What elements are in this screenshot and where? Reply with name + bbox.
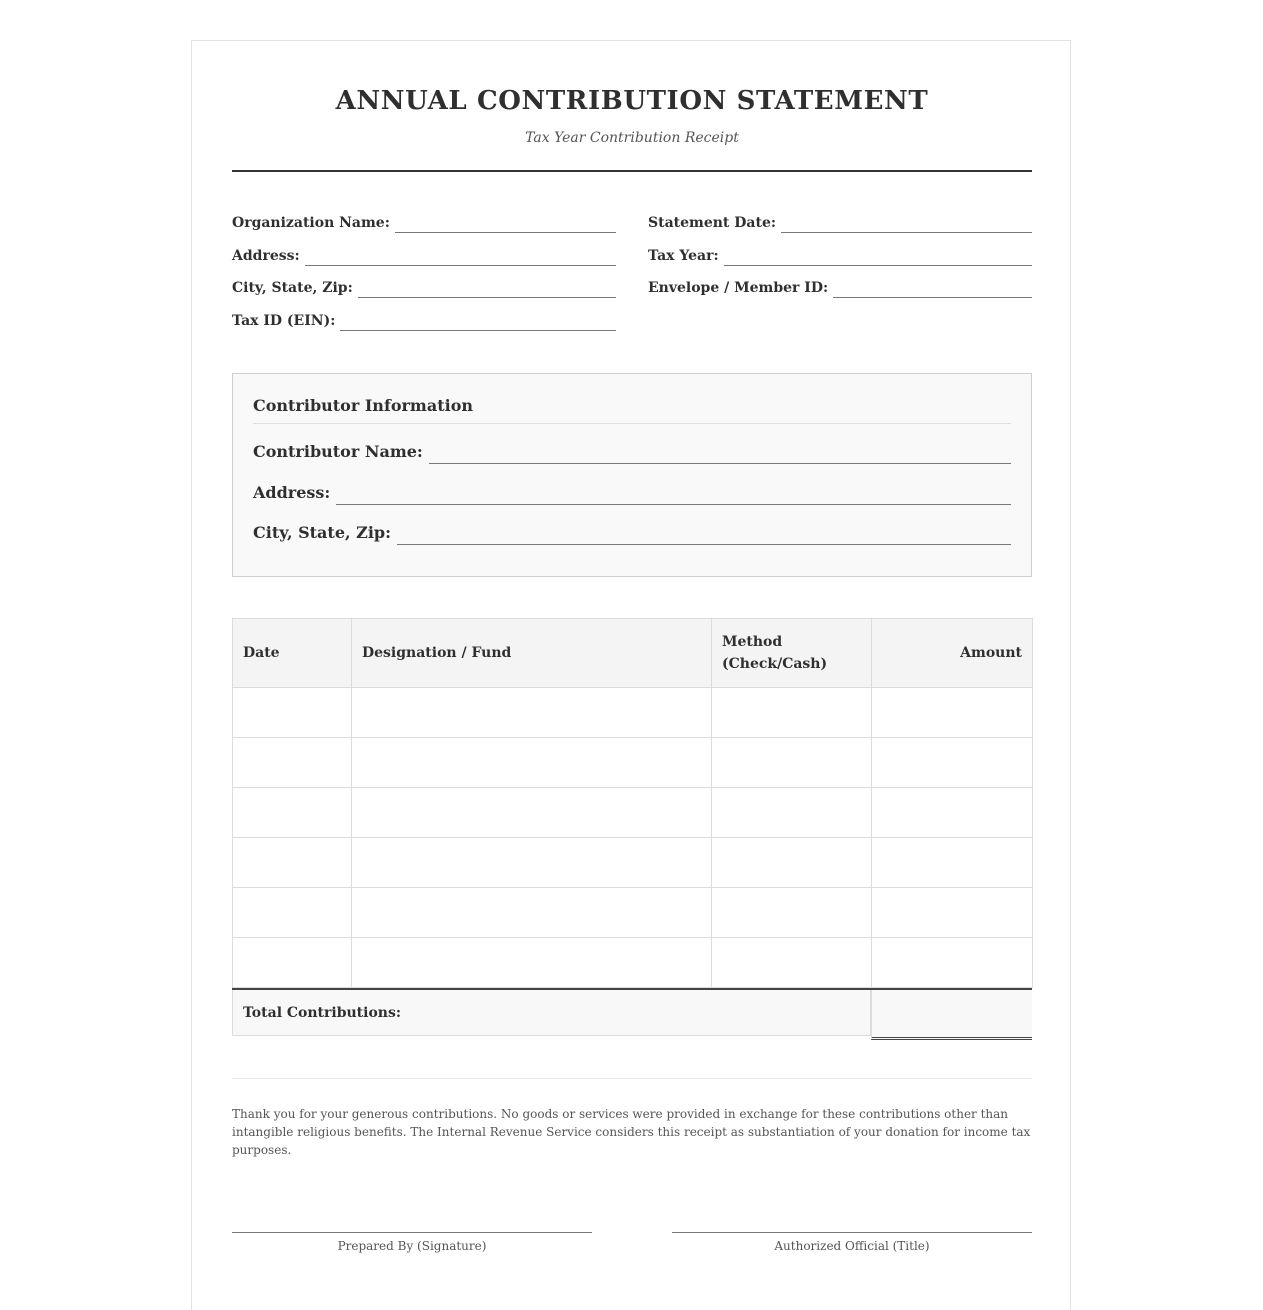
table-header-row <box>233 619 1033 688</box>
contributor-name-field <box>253 440 1011 464</box>
organization-name-label: Organization Name: <box>232 215 390 231</box>
cell-method[interactable] <box>712 738 872 788</box>
cell-designation[interactable] <box>352 788 712 838</box>
cell-designation[interactable] <box>352 838 712 888</box>
tax-id-field <box>232 309 616 331</box>
cell-designation[interactable] <box>352 888 712 938</box>
tax-id-input[interactable] <box>340 309 616 331</box>
cell-amount[interactable] <box>872 888 1033 938</box>
total-label: Total Contributions: <box>232 990 871 1036</box>
tax-id-label: Tax ID (EIN): <box>232 313 336 329</box>
column-header-method: Method (Check/Cash) <box>712 619 872 688</box>
cell-method[interactable] <box>712 838 872 888</box>
cell-amount[interactable] <box>872 938 1033 988</box>
contributor-address-field <box>253 481 1011 505</box>
statement-date-field <box>648 211 1032 233</box>
cell-amount[interactable] <box>872 738 1033 788</box>
contributor-address-label: Address: <box>253 483 331 502</box>
organization-city-label: City, State, Zip: <box>232 280 353 296</box>
cell-date[interactable] <box>233 788 352 838</box>
authorized-official-signature-line[interactable] <box>672 1232 1032 1233</box>
cell-amount[interactable] <box>872 788 1033 838</box>
tax-disclaimer-note: Thank you for your generous contributions. No goods or services were provided in exchange for these contributions other than intangible religious benefits. The Internal Revenue Service considers this receipt as substantiation of your donation for income tax purposes. <box>232 1107 1031 1157</box>
cell-amount[interactable] <box>872 838 1033 888</box>
table-row <box>233 938 1033 988</box>
column-header-amount: Amount <box>872 619 1033 688</box>
organization-city-field <box>232 276 616 298</box>
organization-city-input[interactable] <box>358 276 616 298</box>
cell-date[interactable] <box>233 888 352 938</box>
organization-name-input[interactable] <box>395 211 616 233</box>
authorized-official-signature <box>672 1232 1032 1253</box>
total-row <box>232 988 1032 1036</box>
cell-date[interactable] <box>233 838 352 888</box>
footer-divider <box>232 1078 1032 1079</box>
total-amount-input[interactable] <box>871 990 1032 1040</box>
cell-date[interactable] <box>233 688 352 738</box>
contributor-city-field <box>253 521 1011 545</box>
member-id-field <box>648 276 1032 298</box>
cell-designation[interactable] <box>352 688 712 738</box>
organization-name-field <box>232 211 616 233</box>
title-divider <box>232 170 1032 172</box>
page-title: ANNUAL CONTRIBUTION STATEMENT <box>335 86 929 116</box>
table-row <box>233 788 1033 838</box>
organization-address-field <box>232 244 616 266</box>
prepared-by-signature-line[interactable] <box>232 1232 592 1233</box>
contributor-heading: Contributor Information <box>253 396 1011 424</box>
contributor-name-label: Contributor Name: <box>253 442 423 461</box>
contributor-name-input[interactable] <box>429 440 1011 464</box>
column-header-designation: Designation / Fund <box>352 619 712 688</box>
column-header-date: Date <box>233 619 352 688</box>
statement-page <box>191 40 1071 1310</box>
contributions-table <box>232 618 1033 988</box>
cell-amount[interactable] <box>872 688 1033 738</box>
member-id-label: Envelope / Member ID: <box>648 280 829 296</box>
page-subtitle: Tax Year Contribution Receipt <box>525 130 739 146</box>
statement-date-label: Statement Date: <box>648 215 777 231</box>
contributor-city-input[interactable] <box>397 521 1011 545</box>
tax-year-field <box>648 244 1032 266</box>
cell-method[interactable] <box>712 688 872 738</box>
tax-year-input[interactable] <box>724 244 1032 266</box>
cell-method[interactable] <box>712 888 872 938</box>
statement-date-input[interactable] <box>781 211 1032 233</box>
table-row <box>233 888 1033 938</box>
table-row <box>233 838 1033 888</box>
contributor-info-box <box>232 373 1032 577</box>
prepared-by-label: Prepared By (Signature) <box>337 1239 487 1253</box>
table-row <box>233 738 1033 788</box>
organization-address-label: Address: <box>232 248 300 264</box>
authorized-official-label: Authorized Official (Title) <box>774 1239 930 1253</box>
cell-designation[interactable] <box>352 938 712 988</box>
prepared-by-signature <box>232 1232 592 1253</box>
contributor-city-label: City, State, Zip: <box>253 523 391 542</box>
cell-designation[interactable] <box>352 738 712 788</box>
cell-date[interactable] <box>233 738 352 788</box>
table-row <box>233 688 1033 738</box>
organization-address-input[interactable] <box>305 244 616 266</box>
cell-method[interactable] <box>712 788 872 838</box>
cell-method[interactable] <box>712 938 872 988</box>
contributor-address-input[interactable] <box>336 481 1011 505</box>
tax-year-label: Tax Year: <box>648 248 719 264</box>
cell-date[interactable] <box>233 938 352 988</box>
member-id-input[interactable] <box>833 276 1032 298</box>
